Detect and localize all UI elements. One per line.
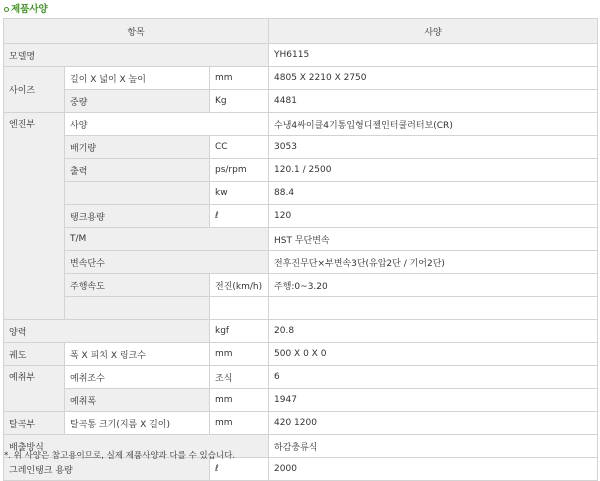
row-label: 중량 bbox=[65, 90, 210, 113]
row-value: 3053 bbox=[269, 136, 598, 159]
row-value: 수냉4싸이클4기통입형디젤인터쿨러터보(CR) bbox=[269, 113, 598, 136]
group-label: 예취부 bbox=[4, 366, 65, 412]
row-unit: 전진(km/h) bbox=[210, 274, 269, 297]
row-unit: kw bbox=[210, 182, 269, 205]
row-value: 전후진무단×부변속3단(유압2단 / 기어2단) bbox=[269, 251, 598, 274]
row-label: 길이 X 넓이 X 높이 bbox=[65, 67, 210, 90]
row-label-empty bbox=[65, 182, 210, 205]
table-row bbox=[4, 274, 598, 297]
footnote: *. 위 사양은 참고용이므로, 실제 제품사양과 다를 수 있습니다. bbox=[4, 451, 236, 461]
row-label: 탱크용량 bbox=[65, 205, 210, 228]
group-label: 엔진부 bbox=[4, 113, 65, 320]
row-value: 120 bbox=[269, 205, 598, 228]
row-unit: mm bbox=[210, 343, 269, 366]
row-value: YH6115 bbox=[269, 44, 598, 67]
section-title: 제품사양 bbox=[4, 3, 48, 17]
row-unit: Kg bbox=[210, 90, 269, 113]
header-item: 항목 bbox=[4, 19, 269, 44]
row-label: 폭 X 피치 X 링크수 bbox=[65, 343, 210, 366]
table-row bbox=[4, 113, 598, 136]
row-value: HST 무단변속 bbox=[269, 228, 598, 251]
row-value: 주행:0~3.20 bbox=[269, 274, 598, 297]
row-value: 500 X 0 X 0 bbox=[269, 343, 598, 366]
row-value: 6 bbox=[269, 366, 598, 389]
row-unit: CC bbox=[210, 136, 269, 159]
row-label: 변속단수 bbox=[65, 251, 269, 274]
bullet-icon bbox=[4, 7, 9, 12]
group-label: 그레인탱크 용량 bbox=[4, 458, 210, 481]
row-value: 4805 X 2210 X 2750 bbox=[269, 67, 598, 90]
table-row bbox=[4, 389, 598, 412]
row-unit: mm bbox=[210, 389, 269, 412]
row-label: 탈곡통 크기(지름 X 길이) bbox=[65, 412, 210, 435]
row-unit: ℓ bbox=[210, 458, 269, 481]
row-value: 88.4 bbox=[269, 182, 598, 205]
table-row bbox=[4, 90, 598, 113]
row-value: 420 1200 bbox=[269, 412, 598, 435]
table-row bbox=[4, 412, 598, 435]
row-value: 하감충류식 bbox=[269, 435, 598, 458]
row-label: 주행속도 bbox=[65, 274, 210, 297]
row-unit-empty bbox=[210, 297, 269, 320]
row-unit: ℓ bbox=[210, 205, 269, 228]
table-row bbox=[4, 182, 598, 205]
row-label: 사양 bbox=[65, 113, 269, 136]
row-value: 4481 bbox=[269, 90, 598, 113]
row-unit: ps/rpm bbox=[210, 159, 269, 182]
row-value-empty bbox=[269, 297, 598, 320]
row-value: 2000 bbox=[269, 458, 598, 481]
header-spec: 사양 bbox=[269, 19, 598, 44]
table-row bbox=[4, 251, 598, 274]
row-value: 1947 bbox=[269, 389, 598, 412]
table-row bbox=[4, 67, 598, 90]
group-label: 궤도 bbox=[4, 343, 65, 366]
spec-table bbox=[3, 18, 598, 481]
group-label: 사이즈 bbox=[4, 67, 65, 113]
row-label: 예취조수 bbox=[65, 366, 210, 389]
row-label: 모델명 bbox=[4, 44, 269, 67]
table-row bbox=[4, 297, 598, 320]
table-row bbox=[4, 44, 598, 67]
row-unit: 조식 bbox=[210, 366, 269, 389]
row-unit: mm bbox=[210, 412, 269, 435]
row-unit: mm bbox=[210, 67, 269, 90]
table-row bbox=[4, 205, 598, 228]
table-row bbox=[4, 343, 598, 366]
group-label: 탈곡부 bbox=[4, 412, 65, 435]
table-header-row bbox=[4, 19, 598, 44]
group-label: 배출방식 bbox=[4, 435, 269, 458]
group-label: 양력 bbox=[4, 320, 210, 343]
row-label: 배기량 bbox=[65, 136, 210, 159]
row-value: 20.8 bbox=[269, 320, 598, 343]
row-value: 120.1 / 2500 bbox=[269, 159, 598, 182]
row-label-empty bbox=[65, 297, 210, 320]
table-row bbox=[4, 366, 598, 389]
table-row bbox=[4, 159, 598, 182]
row-unit: kgf bbox=[210, 320, 269, 343]
table-row bbox=[4, 320, 598, 343]
row-label: 예취폭 bbox=[65, 389, 210, 412]
table-row bbox=[4, 228, 598, 251]
table-row bbox=[4, 136, 598, 159]
row-label: T/M bbox=[65, 228, 269, 251]
row-label: 출력 bbox=[65, 159, 210, 182]
